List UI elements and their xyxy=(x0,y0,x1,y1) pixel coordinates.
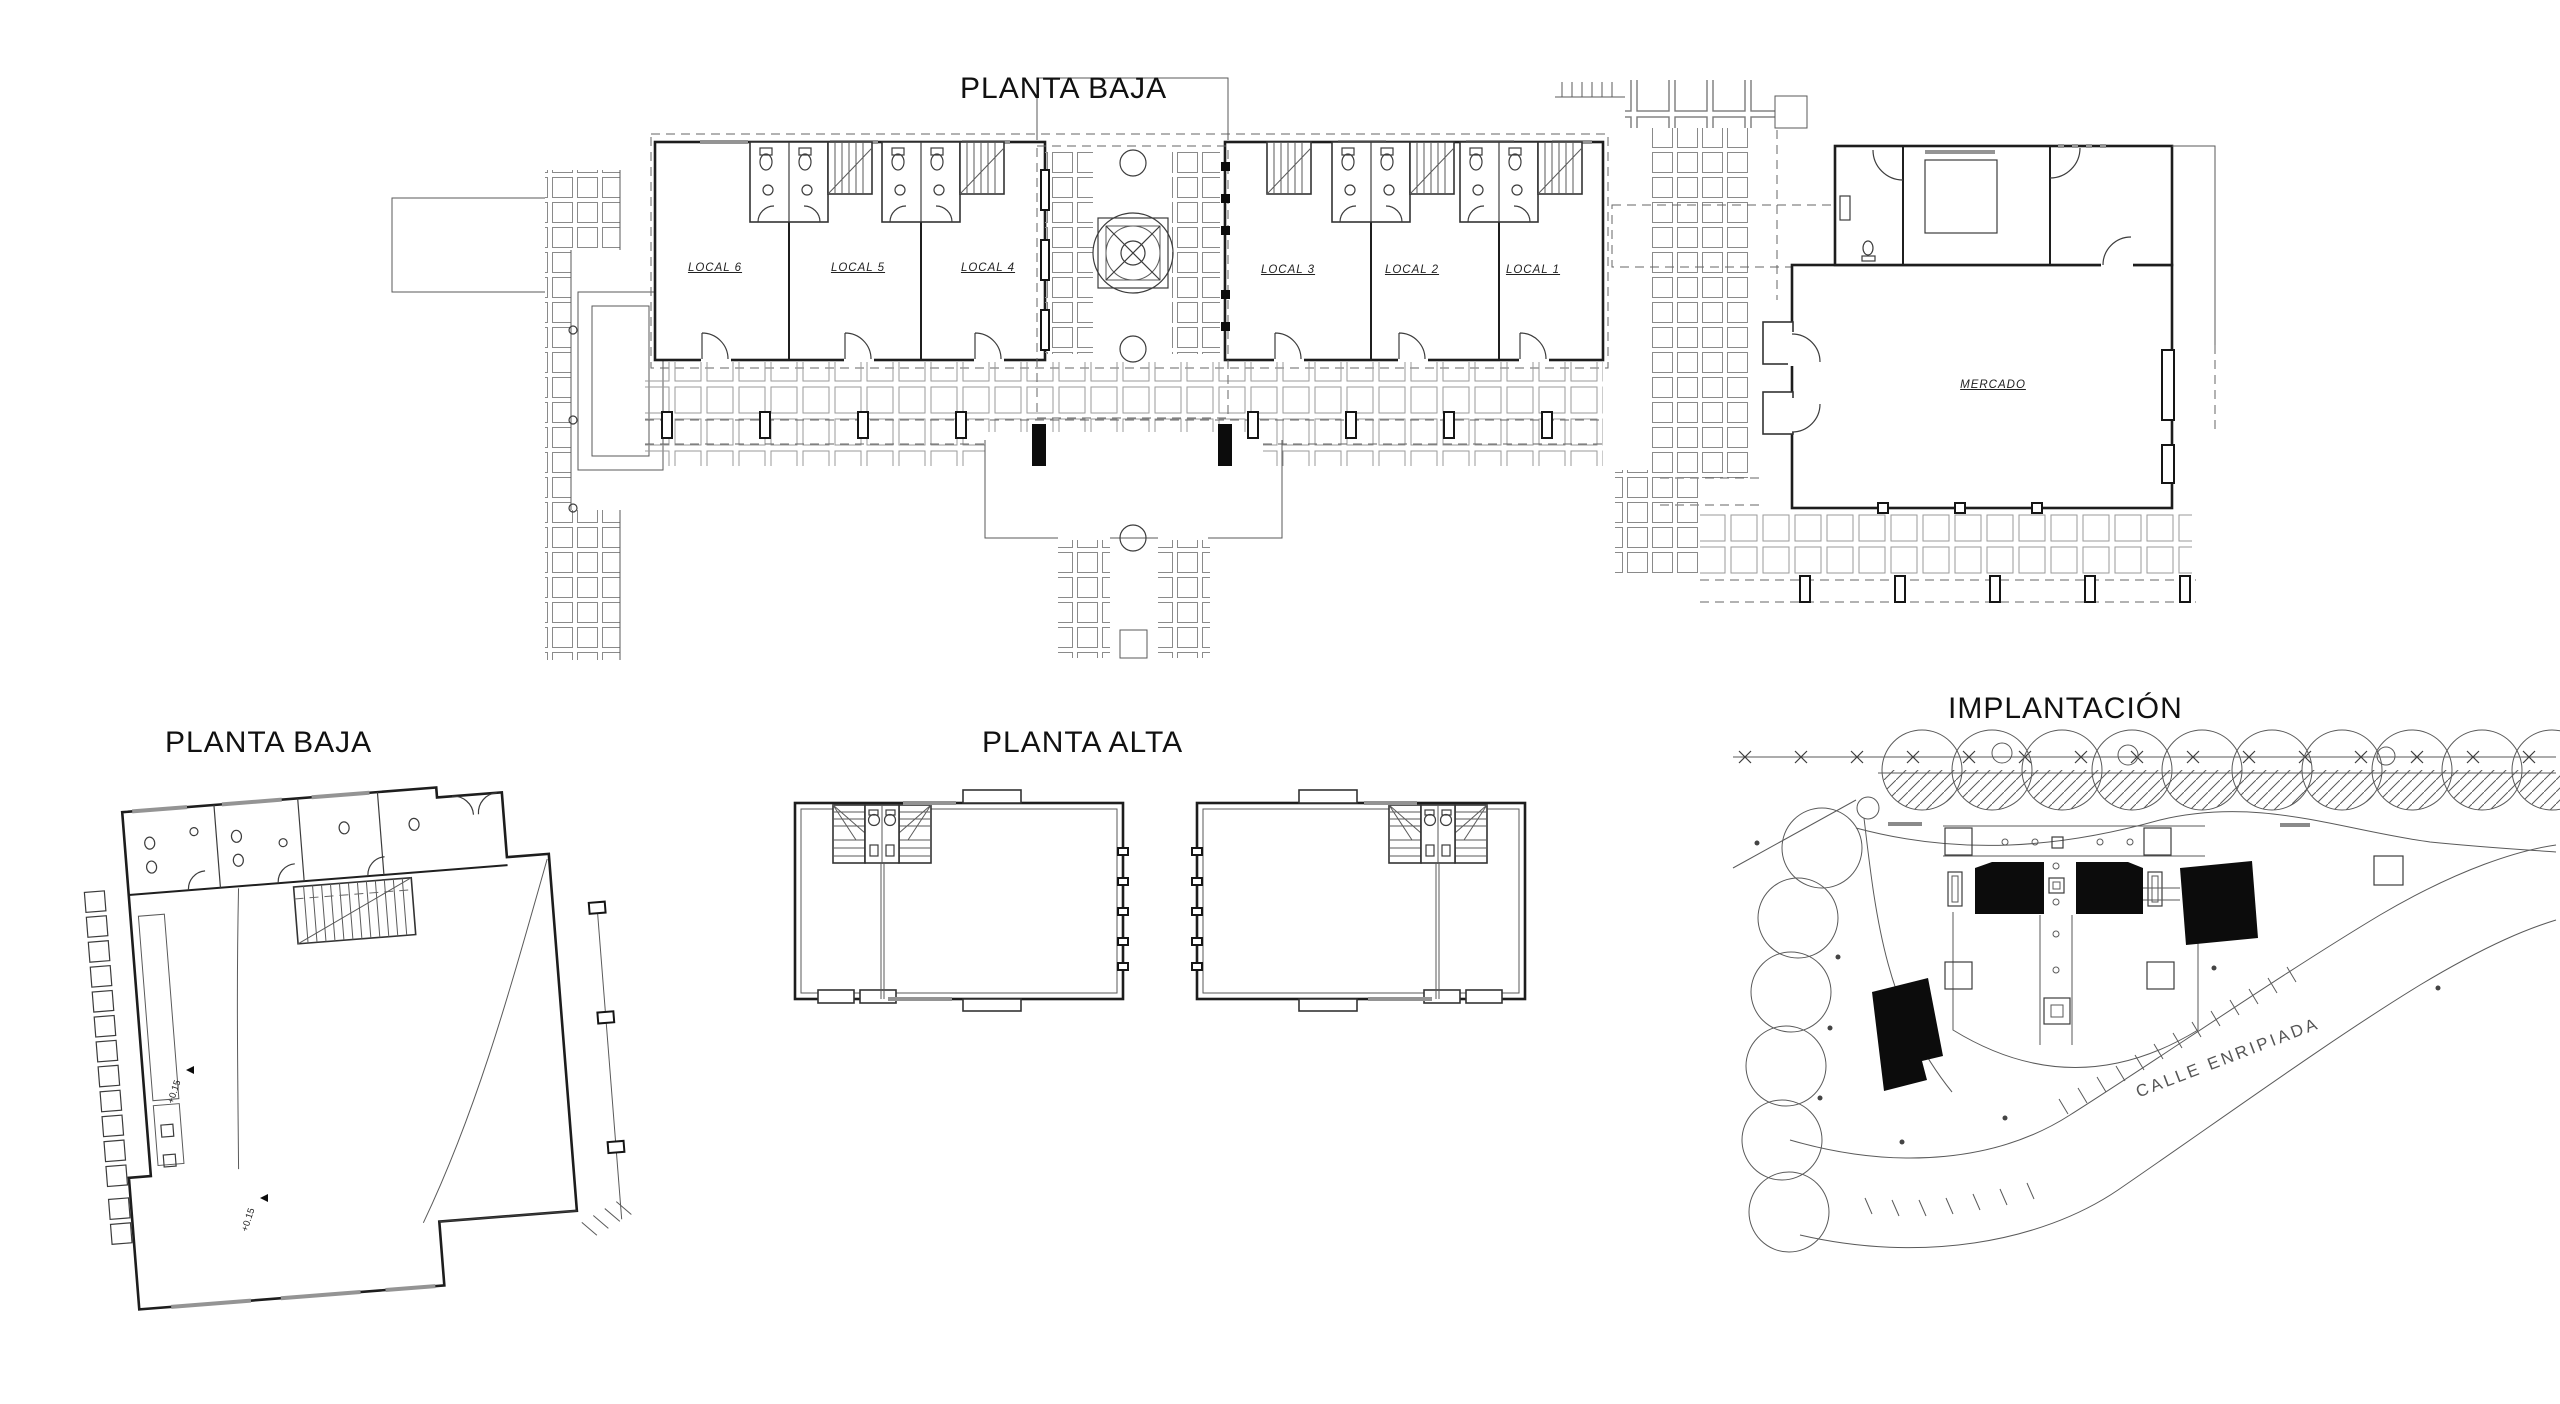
footprint-locals-west xyxy=(1975,862,2044,914)
room-label-local-2: LOCAL 2 xyxy=(1384,264,1440,276)
mercado-walkway xyxy=(1700,512,2196,602)
upper-unit-left xyxy=(795,790,1128,1011)
upper-unit-right xyxy=(1192,790,1525,1011)
tree-chain-left xyxy=(1742,797,1879,1252)
title-market-ground: PLANTA BAJA xyxy=(165,726,373,759)
tree-row xyxy=(1882,730,2560,810)
tree xyxy=(1120,150,1146,176)
title-ground-floor: PLANTA BAJA xyxy=(960,72,1168,105)
tree xyxy=(1120,336,1146,362)
arcade-walkway xyxy=(645,362,1603,466)
room-label-local-4: LOCAL 4 xyxy=(960,262,1016,274)
room-label-mercado: MERCADO xyxy=(1960,379,2026,391)
room-label-local-6: LOCAL 6 xyxy=(687,262,743,274)
left-colonnade xyxy=(84,891,132,1244)
room-label-local-1: LOCAL 1 xyxy=(1505,264,1561,276)
footprint-locals-east xyxy=(2076,862,2143,914)
mercado-building xyxy=(1763,146,2215,513)
ground-floor-plan xyxy=(392,78,2215,660)
lower-plaza xyxy=(985,440,1282,658)
footprint-mercado xyxy=(2180,861,2258,945)
street-label: CALLE ENRIPIADA xyxy=(2133,1013,2323,1102)
building-footprints xyxy=(1872,861,2258,1091)
fountain xyxy=(1093,213,1173,293)
market-ground-plan xyxy=(78,775,635,1311)
locals-building xyxy=(651,134,1608,368)
site-plan xyxy=(1733,730,2560,1252)
room-label-local-3: LOCAL 3 xyxy=(1260,264,1316,276)
footprint-market-building xyxy=(1872,978,1943,1091)
level-mark-1: +0.15 xyxy=(165,1078,184,1105)
level-mark-2: +0.15 xyxy=(239,1206,258,1233)
title-site-plan: IMPLANTACIÓN xyxy=(1948,692,2183,725)
room-label-local-5: LOCAL 5 xyxy=(830,262,886,274)
upper-floor-plan xyxy=(795,790,1525,1011)
staircase xyxy=(294,878,416,944)
left-paving-strip xyxy=(392,170,663,660)
building-outline xyxy=(100,779,582,1309)
title-upper-floor: PLANTA ALTA xyxy=(982,726,1184,759)
